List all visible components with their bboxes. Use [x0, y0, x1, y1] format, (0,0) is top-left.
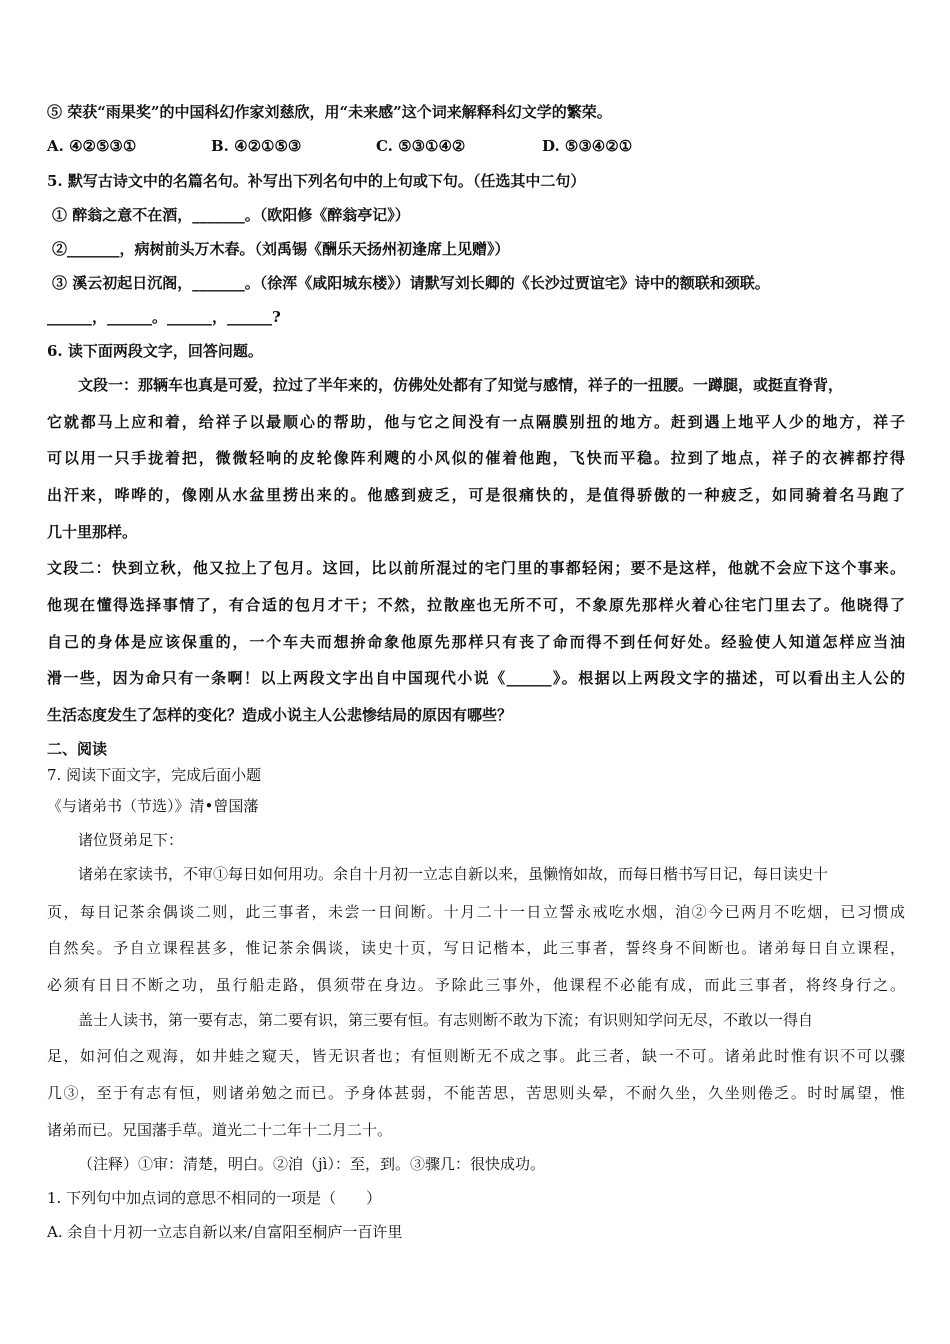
q6-p1-line: 几十里那样。 [47, 523, 138, 541]
letter-para2-line: 足，如河伯之观海，如井蛙之窥天，皆无识者也；有恒则断无不成之事。此三者，缺一不可。诸弟此时惟有识不可以骤 [47, 1047, 905, 1065]
q5-item-1: ① 醉翁之意不在酒，_______。（欧阳修《醉翁亭记》） [52, 206, 410, 224]
q6-p2-line: 生活态度发生了怎样的变化？造成小说主人公悲惨结局的原因有哪些？ [47, 706, 513, 724]
q6-p2-line: 他现在懂得选择事情了，有合适的包月才干；不然，拉散座也无所不可，不象原先那样火着心往宅门里去了。他晓得了 [47, 596, 905, 614]
q5-answer-blanks: ______，______。______，______? [47, 308, 281, 326]
option-a: A. ④②⑤③① [47, 137, 137, 155]
letter-para2-line: 诸弟而已。兄国藩手草。道光二十二年十二月二十。 [47, 1121, 393, 1139]
text-title: 《与诸弟书（节选）》清•曾国藩 [47, 797, 259, 815]
letter-para2-line: 盖士人读书，第一要有志，第二要有识，第三要有恒。有志则断不敢为下流；有识则知学问无尽，不敢以一得自 [78, 1011, 814, 1029]
q6-p2-line: 自己的身体是应该保重的，一个车夫而想拚命象他原先那样只有丧了命而得不到任何好处。经验使人知道怎样应当油 [47, 633, 905, 651]
q5-item-3: ③ 溪云初起日沉阁，_______。（徐浑《咸阳城东楼》）请默写刘长卿的《长沙过贾谊宅》诗中的额联和颈联。 [52, 274, 770, 292]
option-c: C. ⑤③①④② [376, 137, 466, 155]
q5-item-2: ②_______，病树前头万木春。（刘禹锡《酬乐天扬州初逢席上见赠》） [52, 240, 510, 258]
sub-question-1-option-a: A. 余自十月初一立志自新以来/自富阳至桐庐一百许里 [47, 1223, 403, 1241]
letter-greeting: 诸位贤弟足下： [78, 831, 184, 849]
q5-stem: 5. 默写古诗文中的名篇名句。补写出下列名句中的上句或下句。（任选其中二句） [47, 172, 586, 190]
q6-p1-line: 出汗来，哗哗的，像刚从水盆里捞出来的。他感到疲乏，可是很痛快的，是值得骄傲的一种疲乏，如同骑着名马跑了 [47, 486, 905, 504]
option-b: B. ④②①⑤③ [211, 137, 302, 155]
letter-para1-line: 必须有日日不断之功，虽行船走路，俱须带在身边。予除此三事外，他课程不必能有成，而此三事者，将终身行之。 [47, 976, 905, 994]
letter-para2-line: 几③，至于有志有恒，则诸弟勉之而已。予身体甚弱，不能苦思，苦思则头晕，不耐久坐，久坐则倦乏。时时属望，惟 [47, 1084, 905, 1102]
q6-p1-line: 它就都马上应和着，给祥子以最顺心的帮助，他与它之间没有一点隔膜别扭的地方。赶到遇上地平人少的地方，祥子 [47, 413, 905, 431]
letter-para1-line: 自然矣。予自立课程甚多，惟记茶余偶谈，读史十页，写日记楷本，此三事者，誓终身不间断也。诸弟每日自立课程， [47, 939, 905, 957]
option-d: D. ⑤③④②① [542, 137, 633, 155]
q6-p1-line: 可以用一只手拢着把，微微轻响的皮轮像阵利飕的小风似的催着他跑，飞快而平稳。拉到了地点，祥子的衣裤都拧得 [47, 449, 905, 467]
annotation-note: （注释）①审：清楚，明白。②洎（jì）：至，到。③骤几：很快成功。 [78, 1155, 545, 1173]
q6-p2-line: 文段二：快到立秋，他又拉上了包月。这回，比以前所混过的宅门里的事都轻闲；要不是这样，他就不会应下这个事来。 [47, 559, 905, 577]
q6-stem: 6. 读下面两段文字，回答问题。 [47, 342, 263, 360]
letter-para1-line: 诸弟在家读书，不审①每日如何用功。余自十月初一立志自新以来，虽懒惰如故，而每日楷书写日记，每日读史十 [78, 865, 829, 883]
q6-p1-line: 文段一：那辆车也真是可爱，拉过了半年来的，仿佛处处都有了知觉与感情，祥子的一扭腰。一蹲腿，或挺直脊背， [78, 376, 844, 394]
sub-question-1: 1. 下列句中加点词的意思不相同的一项是（ ） [47, 1189, 382, 1207]
q6-p2-line: 滑一些，因为命只有一条啊！以上两段文字出自中国现代小说《______》。根据以上两段文字的描述，可以看出主人公的 [47, 669, 905, 687]
sentence-item-5: ⑤ 荣获“雨果奖”的中国科幻作家刘慈欣，用“未来感”这个词来解释科幻文学的繁荣。 [47, 103, 612, 121]
q7-stem: 7. 阅读下面文字，完成后面小题 [47, 766, 262, 784]
letter-para1-line: 页，每日记茶余偶谈二则，此三事者，未尝一日间断。十月二十一日立誓永戒吃水烟，洎②今已两月不吃烟，已习惯成 [47, 903, 905, 921]
section-heading: 二、阅读 [47, 740, 108, 758]
